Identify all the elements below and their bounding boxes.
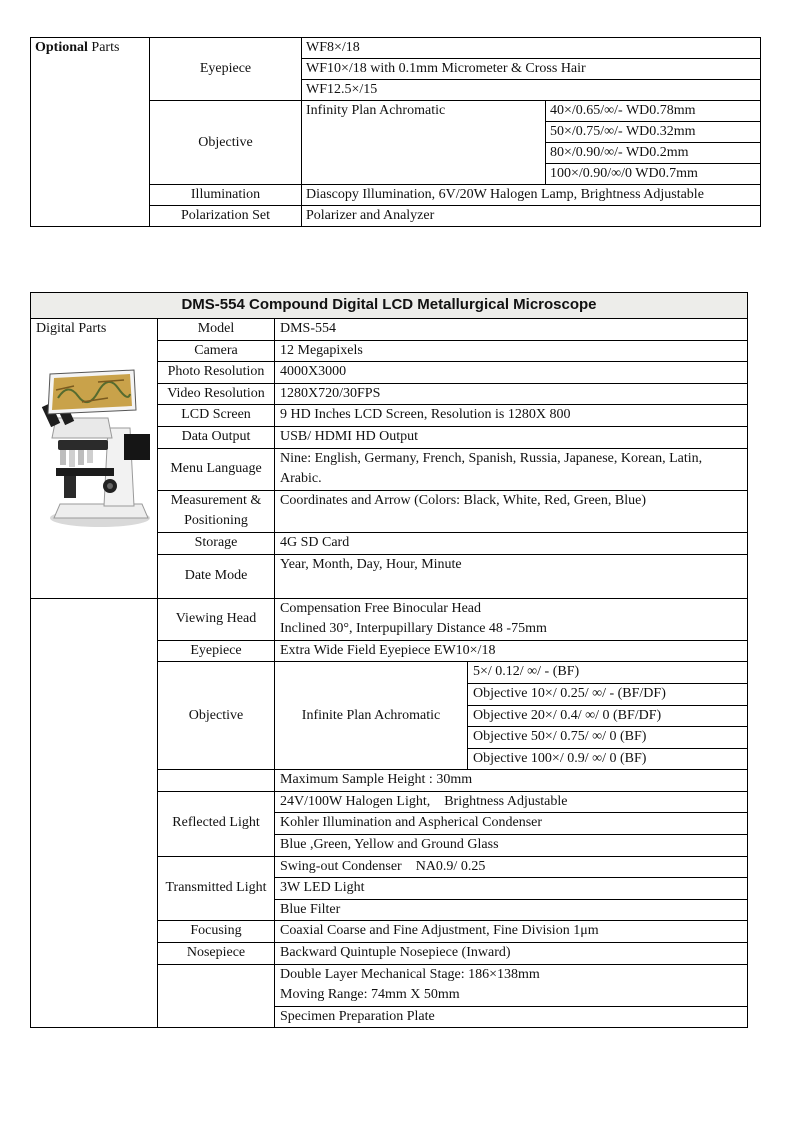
optional-objective-label: Objective bbox=[150, 101, 302, 185]
spec-label-measurement: Measurement & Positioning bbox=[158, 490, 275, 532]
spec-label-date-mode: Date Mode bbox=[158, 554, 275, 598]
spec-label-data-output: Data Output bbox=[158, 426, 275, 448]
optional-parts-table bbox=[30, 37, 761, 227]
spec-label-camera: Camera bbox=[158, 340, 275, 362]
optional-objective-item: 50×/0.75/∞/- WD0.32mm bbox=[546, 122, 761, 143]
optical-section-blank bbox=[31, 598, 158, 1028]
spec-value-storage: 4G SD Card bbox=[275, 532, 748, 554]
sample-height-blank bbox=[158, 770, 275, 792]
spec-value-model: DMS-554 bbox=[275, 319, 748, 341]
spec-value-eyepiece: Extra Wide Field Eyepiece EW10×/18 bbox=[275, 640, 748, 662]
stage-line: Double Layer Mechanical Stage: 186×138mm bbox=[280, 966, 540, 982]
objective-item: Objective 50×/ 0.75/ ∞/ 0 (BF) bbox=[468, 727, 748, 749]
stage-plate: Specimen Preparation Plate bbox=[275, 1006, 747, 1028]
spec-label-video-resolution: Video Resolution bbox=[158, 383, 275, 405]
objective-type: Infinite Plan Achromatic bbox=[275, 662, 468, 770]
spec-value-nosepiece: Backward Quintuple Nosepiece (Inward) bbox=[275, 943, 748, 965]
spec-label-eyepiece: Eyepiece bbox=[158, 640, 275, 662]
optional-objective-item: 80×/0.90/∞/- WD0.2mm bbox=[546, 143, 761, 164]
optional-eyepiece-item: WF8×/18 bbox=[302, 38, 761, 59]
optional-objective-item: 40×/0.65/∞/- WD0.78mm bbox=[546, 101, 761, 122]
spec-value-viewing-head bbox=[275, 598, 748, 640]
spec-value-date-mode: Year, Month, Day, Hour, Minute bbox=[275, 554, 748, 598]
optional-objective-item: 100×/0.90/∞/0 WD0.7mm bbox=[546, 164, 761, 185]
optional-parts-section-label: Optional Parts bbox=[31, 38, 150, 227]
objective-item: 5×/ 0.12/ ∞/ - (BF) bbox=[468, 662, 748, 684]
viewing-head-line: Compensation Free Binocular Head bbox=[280, 600, 482, 616]
optional-eyepiece-item: WF12.5×/15 bbox=[302, 80, 761, 101]
optional-objective-type: Infinity Plan Achromatic bbox=[302, 101, 546, 185]
objective-item: Objective 10×/ 0.25/ ∞/ - (BF/DF) bbox=[468, 683, 748, 705]
viewing-head-line: Inclined 30°, Interpupillary Distance 48 -75mm bbox=[280, 621, 547, 637]
spec-value-data-output: USB/ HDMI HD Output bbox=[275, 426, 748, 448]
objective-item: Objective 100×/ 0.9/ ∞/ 0 (BF) bbox=[468, 748, 748, 770]
optional-eyepiece-label: Eyepiece bbox=[150, 38, 302, 101]
spec-value-photo-resolution: 4000X3000 bbox=[275, 362, 748, 384]
spec-value-measurement: Coordinates and Arrow (Colors: Black, White, Red, Green, Blue) bbox=[275, 490, 748, 532]
optional-illumination-label: Illumination bbox=[150, 185, 302, 206]
spec-value-stage bbox=[275, 964, 748, 1028]
spec-label-transmitted-light: Transmitted Light bbox=[158, 856, 275, 921]
spec-label-lcd-screen: LCD Screen bbox=[158, 405, 275, 427]
reflected-light-item: 24V/100W Halogen Light, Brightness Adjustable bbox=[275, 791, 748, 813]
optional-polarization-value: Polarizer and Analyzer bbox=[302, 206, 761, 227]
reflected-light-item: Blue ,Green, Yellow and Ground Glass bbox=[275, 835, 748, 857]
transmitted-light-item: Swing-out Condenser NA0.9/ 0.25 bbox=[275, 856, 748, 878]
spec-label-focusing: Focusing bbox=[158, 921, 275, 943]
spec-value-camera: 12 Megapixels bbox=[275, 340, 748, 362]
spec-label-viewing-head: Viewing Head bbox=[158, 598, 275, 640]
spec-value-focusing: Coaxial Coarse and Fine Adjustment, Fine Division 1μm bbox=[275, 921, 748, 943]
optional-eyepiece-item: WF10×/18 with 0.1mm Micrometer & Cross Hair bbox=[302, 59, 761, 80]
spec-label-reflected-light: Reflected Light bbox=[158, 791, 275, 856]
spec-value-menu-language: Nine: English, Germany, French, Spanish, Russia, Japanese, Korean, Latin, Arabic. bbox=[275, 448, 748, 490]
transmitted-light-item: 3W LED Light bbox=[275, 878, 748, 900]
spec-label-photo-resolution: Photo Resolution bbox=[158, 362, 275, 384]
spec-label-storage: Storage bbox=[158, 532, 275, 554]
dms-554-title: DMS-554 Compound Digital LCD Metallurgical Microscope bbox=[31, 293, 748, 319]
spec-label-model: Model bbox=[158, 319, 275, 341]
reflected-light-item: Kohler Illumination and Aspherical Condenser bbox=[275, 813, 748, 835]
spec-label-objective: Objective bbox=[158, 662, 275, 770]
objective-item: Objective 20×/ 0.4/ ∞/ 0 (BF/DF) bbox=[468, 705, 748, 727]
stage-line: Moving Range: 74mm X 50mm bbox=[280, 987, 460, 1003]
optional-illumination-value: Diascopy Illumination, 6V/20W Halogen Lamp, Brightness Adjustable bbox=[302, 185, 761, 206]
digital-parts-section-label: Digital Parts bbox=[31, 319, 158, 599]
spec-value-sample-height: Maximum Sample Height : 30mm bbox=[275, 770, 748, 792]
spec-value-lcd-screen: 9 HD Inches LCD Screen, Resolution is 1280X 800 bbox=[275, 405, 748, 427]
stage-label-blank bbox=[158, 964, 275, 1028]
transmitted-light-item: Blue Filter bbox=[275, 899, 748, 921]
spec-value-video-resolution: 1280X720/30FPS bbox=[275, 383, 748, 405]
microscope-product-photo bbox=[38, 368, 156, 530]
spec-label-nosepiece: Nosepiece bbox=[158, 943, 275, 965]
optional-polarization-label: Polarization Set bbox=[150, 206, 302, 227]
spec-label-menu-language: Menu Language bbox=[158, 448, 275, 490]
